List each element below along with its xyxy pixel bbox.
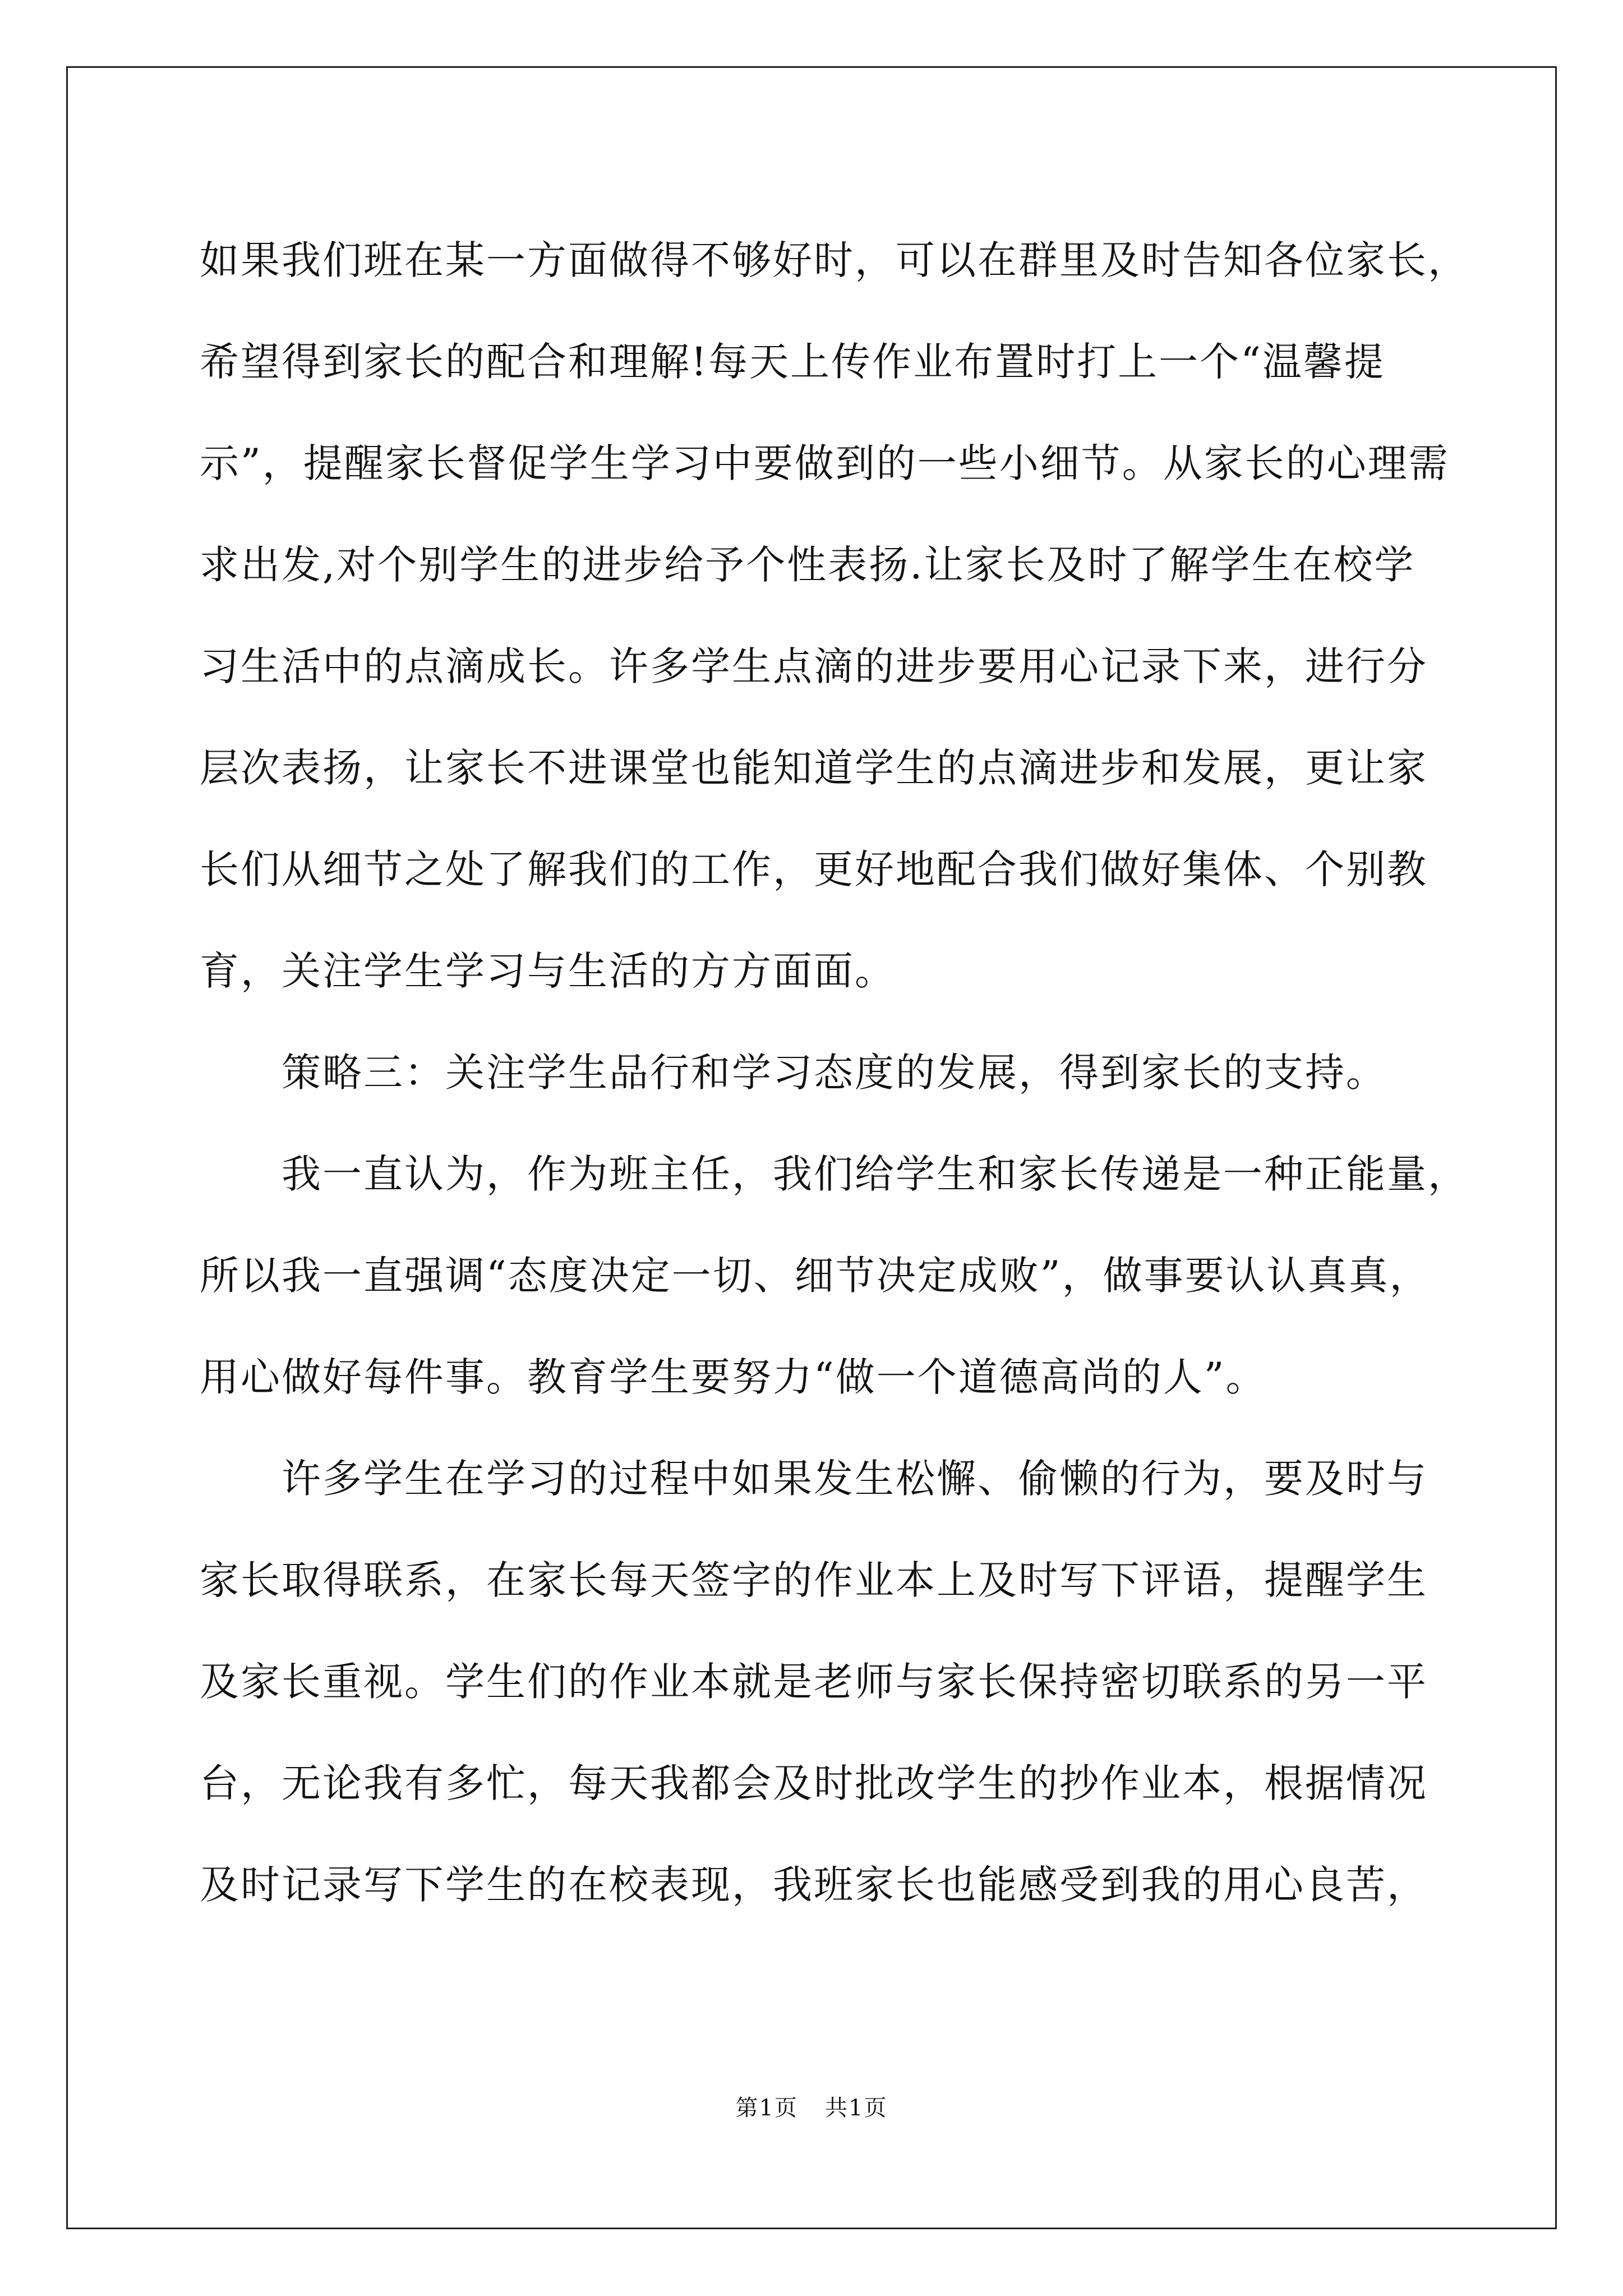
text-line: 用心做好每件事。教育学生要努力“做一个道德高尚的人”。 [200, 1354, 1267, 1400]
text-line: 求出发,对个别学生的进步给予个性表扬.让家长及时了解学生在校学 [200, 542, 1415, 588]
page-total: 共1页 [825, 2095, 888, 2121]
text-line: 及时记录写下学生的在校表现，我班家长也能感受到我的用心良苦， [200, 1862, 1428, 1908]
section-heading: 策略三：关注学生品行和学习态度的发展，得到家长的支持。 [282, 1050, 1387, 1096]
page-footer [0, 2090, 1623, 2122]
text-line: 及家长重视。学生们的作业本就是老师与家长保持密切联系的另一平 [200, 1659, 1428, 1705]
text-line: 层次表扬，让家长不进课堂也能知道学生的点滴进步和发展，更让家 [200, 745, 1428, 791]
paragraph-start-line: 我一直认为，作为班主任，我们给学生和家长传递是一种正能量， [282, 1151, 1469, 1197]
paragraph-start-line: 许多学生在学习的过程中如果发生松懈、偷懒的行为，要及时与 [282, 1456, 1428, 1502]
text-line: 长们从细节之处了解我们的工作，更好地配合我们做好集体、个别教 [200, 846, 1428, 892]
text-line: 台，无论我有多忙，每天我都会及时批改学生的抄作业本，根据情况 [200, 1760, 1428, 1806]
text-line: 如果我们班在某一方面做得不够好时，可以在群里及时告知各位家长， [200, 237, 1469, 283]
text-line: 希望得到家长的配合和理解!每天上传作业布置时打上一个“温馨提 [200, 339, 1385, 385]
text-line: 育，关注学生学习与生活的方方面面。 [200, 948, 896, 994]
text-line: 所以我一直强调“态度决定一切、细节决定成败”，做事要认认真真， [200, 1253, 1431, 1299]
text-line: 家长取得联系，在家长每天签字的作业本上及时写下评语，提醒学生 [200, 1557, 1428, 1603]
text-line: 习生活中的点滴成长。许多学生点滴的进步要用心记录下来，进行分 [200, 643, 1428, 689]
page-number: 第1页 [735, 2095, 798, 2121]
document-body [200, 210, 1469, 1936]
text-line: 示”，提醒家长督促学生学习中要做到的一些小细节。从家长的心理需 [200, 440, 1450, 486]
